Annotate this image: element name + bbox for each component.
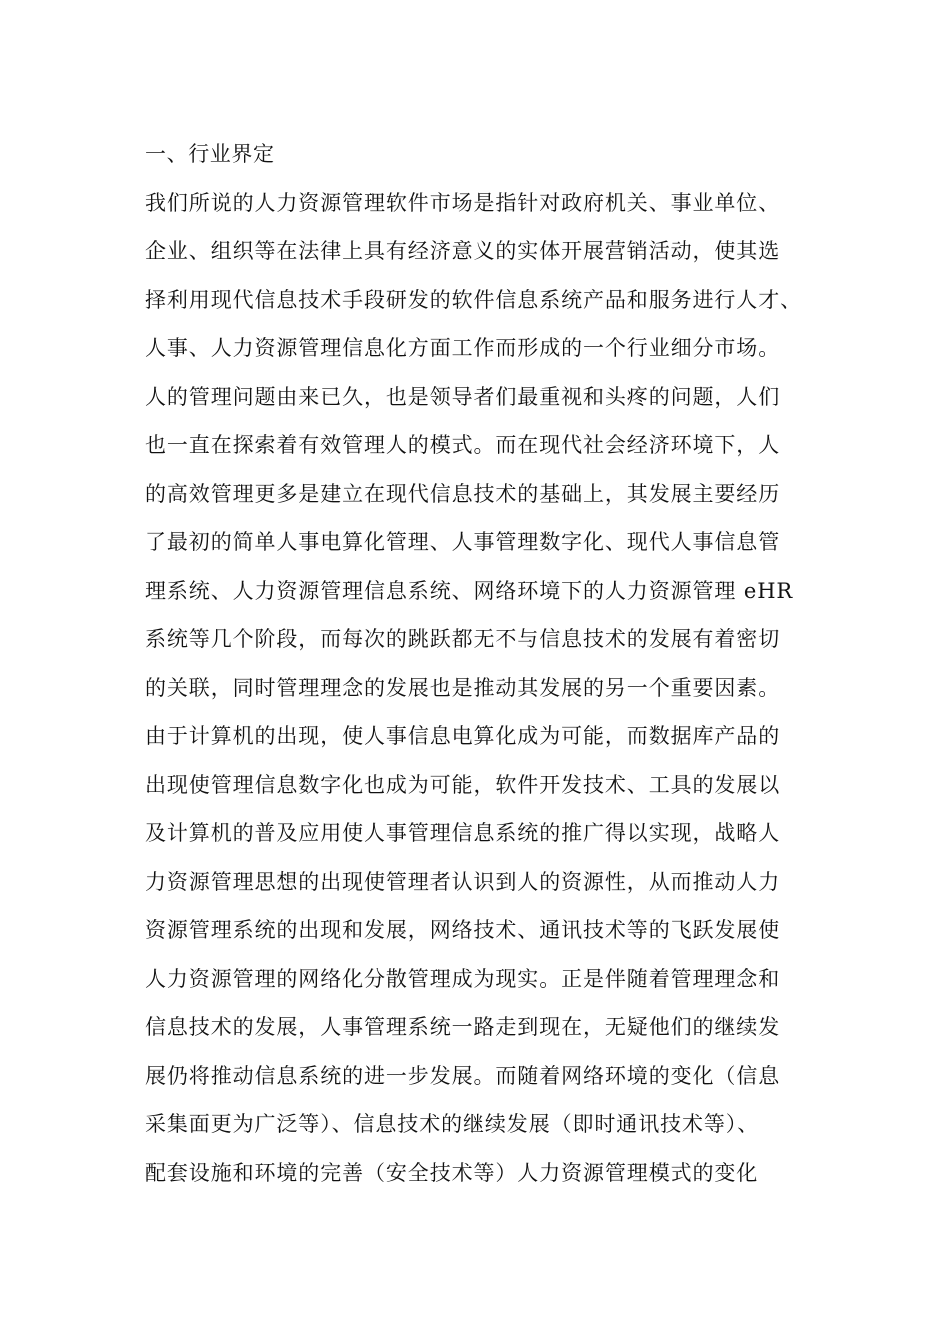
- body-line: 也一直在探索着有效管理人的模式。而在现代社会经济环境下，人: [145, 433, 781, 457]
- body-line: 及计算机的普及应用使人事管理信息系统的推广得以实现，战略人: [145, 821, 781, 845]
- body-line: 理系统、人力资源管理信息系统、网络环境下的人力资源管理 eHR: [145, 578, 794, 603]
- body-line: 展仍将推动信息系统的进一步发展。而随着网络环境的变化（信息: [145, 1063, 781, 1088]
- body-line: 人事、人力资源管理信息化方面工作而形成的一个行业细分市场。: [145, 336, 781, 360]
- document-body: [145, 130, 825, 1197]
- body-line: 了最初的简单人事电算化管理、人事管理数字化、现代人事信息管: [145, 530, 781, 554]
- body-line: 的关联，同时管理理念的发展也是推动其发展的另一个重要因素。: [145, 675, 781, 700]
- body-line: 企业、组织等在法律上具有经济意义的实体开展营销活动，使其选: [145, 239, 781, 263]
- body-line: 资源管理系统的出现和发展，网络技术、通讯技术等的飞跃发展使: [145, 918, 781, 942]
- body-line: 我们所说的人力资源管理软件市场是指针对政府机关、事业单位、: [145, 190, 781, 215]
- section-heading: 一、行业界定: [145, 142, 275, 166]
- body-line: 择利用现代信息技术手段研发的软件信息系统产品和服务进行人才、: [145, 287, 802, 312]
- body-line: 信息技术的发展，人事管理系统一路走到现在，无疑他们的继续发: [145, 1015, 781, 1039]
- body-line: 人力资源管理的网络化分散管理成为现实。正是伴随着管理理念和: [145, 966, 781, 991]
- body-line: 出现使管理信息数字化也成为可能，软件开发技术、工具的发展以: [145, 772, 781, 797]
- body-line: 系统等几个阶段，而每次的跳跃都无不与信息技术的发展有着密切: [145, 627, 781, 651]
- body-line: 力资源管理思想的出现使管理者认识到人的资源性，从而推动人力: [145, 869, 781, 894]
- body-line: 人的管理问题由来已久，也是领导者们最重视和头疼的问题，人们: [145, 384, 781, 409]
- body-line: 配套设施和环境的完善（安全技术等）人力资源管理模式的变化: [145, 1160, 759, 1185]
- body-line: 采集面更为广泛等）、信息技术的继续发展（即时通讯技术等）、: [145, 1112, 760, 1136]
- body-line: 由于计算机的出现，使人事信息电算化成为可能，而数据库产品的: [145, 724, 781, 748]
- body-line: 的高效管理更多是建立在现代信息技术的基础上，其发展主要经历: [145, 481, 781, 506]
